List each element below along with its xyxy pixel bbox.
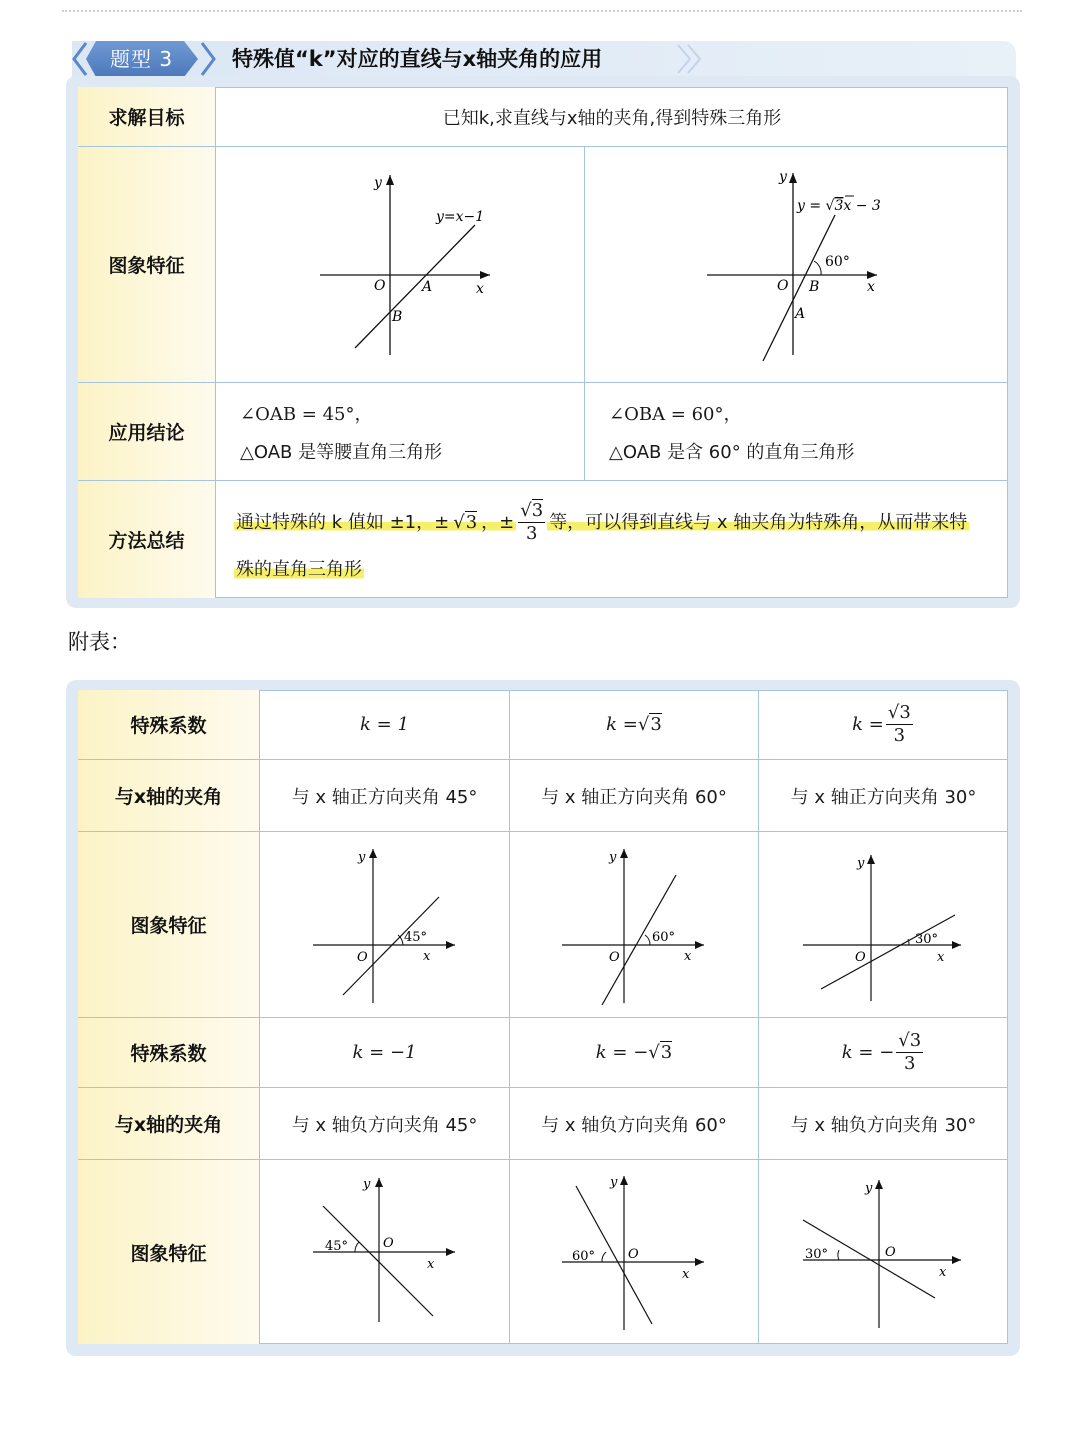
graph-right [697, 165, 897, 365]
method-root: √3 [453, 511, 478, 533]
k-positive-3-fraction [886, 702, 913, 746]
k-negative-2-prefix: k = − [595, 1042, 649, 1063]
k-positive-1-text: k = 1 [360, 714, 409, 735]
k-positive-3-num: √3 [887, 702, 911, 724]
k-positive-1 [260, 690, 510, 760]
label-angle-positive: 与x轴的夹角 [78, 760, 260, 832]
k-negative-3-fraction [896, 1030, 923, 1074]
y-label: y [362, 1177, 370, 1192]
k-positive-3 [759, 690, 1008, 760]
method-part3: 等，可以得到直线与 x 轴夹角为特殊角，从而带来特 [549, 511, 968, 533]
x-arrow-icon [952, 941, 961, 949]
line-root3x-3 [763, 215, 835, 361]
angle-label: 60° [824, 253, 850, 270]
k-negative-2-root: √3 [648, 1042, 673, 1063]
equation-suffix: x − 3 [842, 197, 881, 214]
point-a-label: A [794, 305, 805, 322]
angle-arc [645, 935, 650, 945]
angle-positive-2: 与 x 轴正方向夹角 60° [510, 760, 759, 832]
point-b-label: B [392, 308, 403, 325]
k-negative-3-num: √3 [898, 1030, 922, 1052]
row-label-graph: 图象特征 [78, 147, 216, 383]
point-b-label: B [808, 278, 819, 295]
k-negative-1-text: k = −1 [352, 1042, 417, 1063]
equation-root: 3 [833, 197, 843, 214]
y-arrow-icon [369, 849, 377, 858]
method-fraction [518, 500, 545, 544]
x-label: x [476, 280, 484, 297]
row-label-method: 方法总结 [78, 481, 216, 598]
y-label: y [864, 1181, 872, 1196]
row-label-goal: 求解目标 [78, 87, 216, 147]
k-negative-3-num-value: 3 [909, 1030, 922, 1052]
label-angle-negative: 与x轴的夹角 [78, 1088, 260, 1160]
method-fraction-num: √3 [520, 500, 544, 522]
angle-label: 30° [914, 931, 938, 947]
y-label: y [856, 855, 864, 871]
equation-label [796, 198, 881, 214]
y-label: y [610, 1175, 618, 1190]
graph-right-cell [585, 147, 1008, 383]
angle-label: 45° [324, 1239, 348, 1254]
graph-positive-1-cell [260, 832, 510, 1018]
graph-left [300, 165, 500, 365]
y-arrow-icon [620, 849, 628, 858]
conclusion-right-line2: △OAB 是含 60° 的直角三角形 [609, 441, 855, 463]
top-dotted-rule [62, 10, 1022, 12]
method-line1 [234, 500, 969, 544]
angle-positive-3: 与 x 轴正方向夹角 30° [759, 760, 1008, 832]
y-arrow-icon [375, 1178, 383, 1187]
method-root-value: 3 [465, 511, 478, 533]
y-label: y [374, 174, 382, 191]
origin-label: O [374, 277, 386, 294]
label-graph-positive: 图象特征 [78, 832, 260, 1018]
table-main [78, 87, 1008, 598]
label-coef-positive: 特殊系数 [78, 690, 260, 760]
label-coef-negative: 特殊系数 [78, 1018, 260, 1088]
x-arrow-icon [867, 271, 877, 279]
x-label: x [422, 948, 430, 964]
point-a-label: A [422, 278, 433, 295]
x-arrow-icon [480, 271, 490, 279]
x-label: x [938, 1265, 946, 1280]
row-label-conclusion: 应用结论 [78, 383, 216, 481]
x-label: x [936, 949, 944, 965]
angle-negative-2: 与 x 轴负方向夹角 60° [510, 1088, 759, 1160]
origin-label: O [356, 949, 368, 965]
angle-arc [837, 1250, 838, 1260]
k-positive-2-root: √3 [637, 714, 662, 735]
x-arrow-icon [695, 941, 704, 949]
goal-text-content: 已知k,求直线与x轴的夹角,得到特殊三角形 [442, 107, 782, 129]
k-negative-3-prefix: k = − [841, 1042, 895, 1063]
sqrt-sign-icon: √ [825, 197, 834, 214]
graph-negative-2 [554, 1172, 714, 1332]
origin-label: O [776, 277, 788, 294]
origin-label: O [884, 1245, 896, 1260]
y-arrow-icon [875, 1180, 883, 1189]
x-label: x [684, 948, 692, 964]
graph-left-cell [216, 147, 585, 383]
angle-arc [814, 261, 821, 275]
graph-positive-3 [799, 845, 969, 1005]
method-summary [216, 481, 1008, 598]
conclusion-right-line1: ∠OBA = 60°， [609, 403, 742, 425]
angle-positive-1: 与 x 轴正方向夹角 45° [260, 760, 510, 832]
y-arrow-icon [620, 1176, 628, 1185]
y-label: y [609, 849, 617, 865]
method-part1: 通过特殊的 k 值如 ±1，± [236, 511, 450, 533]
y-arrow-icon [386, 175, 394, 185]
conclusion-left-line2: △OAB 是等腰直角三角形 [240, 441, 443, 463]
angle-negative-3: 与 x 轴负方向夹角 30° [759, 1088, 1008, 1160]
x-arrow-icon [446, 1248, 455, 1256]
graph-negative-3 [799, 1172, 969, 1332]
k-positive-2 [510, 690, 759, 760]
conclusion-left [216, 383, 585, 481]
origin-label: O [382, 1236, 394, 1251]
angle-label: 60° [652, 929, 676, 945]
graph-positive-1 [305, 845, 465, 1005]
k-negative-2-root-value: 3 [660, 1042, 673, 1063]
y-arrow-icon [867, 855, 875, 864]
k-positive-3-num-value: 3 [899, 702, 911, 724]
angle-negative-1: 与 x 轴负方向夹角 45° [260, 1088, 510, 1160]
y-label: y [778, 168, 787, 185]
method-line2-text: 殊的直角三角形 [236, 558, 362, 580]
origin-label: O [628, 1247, 639, 1262]
k-negative-2 [510, 1018, 759, 1088]
banner-tag: 题型 3 [110, 47, 174, 71]
origin-label: O [854, 949, 866, 965]
y-label: y [357, 849, 365, 865]
angle-arc [354, 1242, 358, 1252]
banner-title: 特殊值“k”对应的直线与x轴夹角的应用 [232, 47, 603, 71]
method-line2 [234, 558, 364, 580]
x-arrow-icon [695, 1258, 704, 1266]
x-arrow-icon [952, 1256, 961, 1264]
line-slope [343, 897, 439, 995]
appendix-title: 附表： [68, 630, 131, 654]
method-fraction-den: 3 [525, 523, 538, 544]
graph-negative-1 [305, 1172, 465, 1332]
k-positive-3-prefix: k = [852, 714, 884, 735]
k-negative-1 [260, 1018, 510, 1088]
label-graph-negative: 图象特征 [78, 1160, 260, 1344]
x-label: x [426, 1257, 434, 1272]
origin-label: O [609, 949, 620, 965]
angle-label: 30° [804, 1247, 828, 1262]
graph-negative-2-cell [510, 1160, 759, 1344]
k-positive-2-root-value: 3 [650, 714, 662, 735]
graph-negative-3-cell [759, 1160, 1008, 1344]
graph-positive-3-cell [759, 832, 1008, 1018]
k-negative-3 [759, 1018, 1008, 1088]
x-arrow-icon [446, 941, 455, 949]
conclusion-left-line1: ∠OAB = 45°， [240, 403, 373, 425]
x-label: x [682, 1267, 690, 1282]
y-arrow-icon [789, 173, 797, 183]
equation-prefix: y = [796, 197, 826, 214]
angle-arc [602, 1252, 606, 1262]
equation-label: y=x−1 [436, 208, 485, 225]
table-appendix [78, 690, 1008, 1344]
method-part2: ，± [481, 511, 515, 533]
k-positive-3-den: 3 [893, 725, 906, 746]
x-label: x [866, 278, 875, 295]
conclusion-right [585, 383, 1008, 481]
line-slope [821, 915, 955, 989]
k-negative-3-den: 3 [904, 1053, 916, 1074]
line-y-x-1 [355, 225, 475, 348]
graph-positive-2-cell [510, 832, 759, 1018]
graph-positive-2 [554, 845, 714, 1005]
angle-label: 60° [572, 1249, 596, 1264]
angle-label: 45° [403, 929, 427, 945]
method-fraction-num-value: 3 [531, 500, 544, 522]
k-positive-2-prefix: k = [606, 714, 638, 735]
graph-negative-1-cell [260, 1160, 510, 1344]
goal-text [216, 87, 1008, 147]
line-slope [323, 1206, 433, 1316]
